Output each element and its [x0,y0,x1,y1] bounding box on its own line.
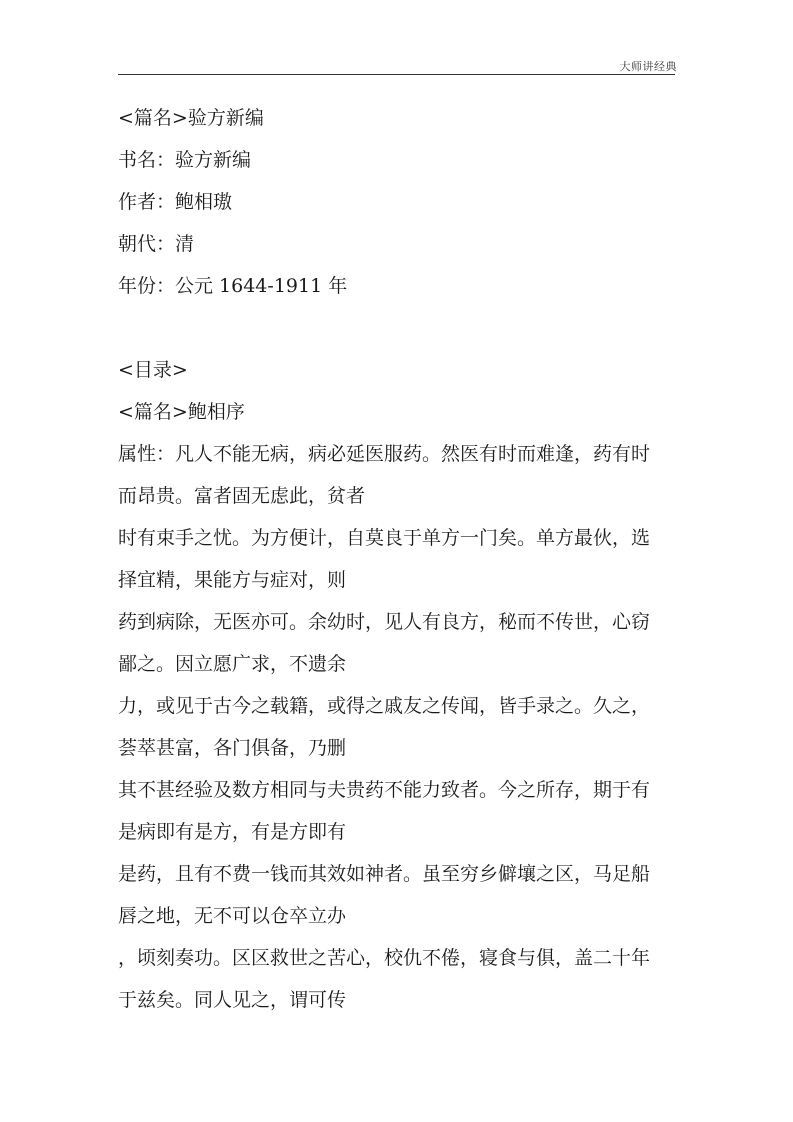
year-line: 年份：公元 1644-1911 年 [118,275,348,297]
author-line: 作者：鲍相璈 [118,191,233,213]
title-line: <篇名>验方新编 [118,107,264,129]
header-divider [118,74,675,75]
text-line: 时有束手之忧。为方便计，自莫良于单方一门矣。单方最伙，选 [118,527,651,549]
text-line: 而昂贵。富者固无虑此，贫者 [118,485,366,507]
text-line: 其不甚经验及数方相同与夫贵药不能力致者。今之所存，期于有 [118,779,651,801]
text-line: 择宜精，果能方与症对，则 [118,569,347,591]
text-line: 是病即有是方，有是方即有 [118,821,347,843]
text-line: 于兹矣。同人见之，谓可传 [118,989,347,1011]
text-line: 药到病除，无医亦可。余幼时，见人有良方，秘而不传世，心窃 [118,611,651,633]
text-line: 力，或见于古今之载籍，或得之戚友之传闻，皆手录之。久之， [118,695,651,717]
running-header: 大师讲经典 [619,60,677,73]
dynasty-line: 朝代：清 [118,233,195,255]
text-line: 是药，且有不费一钱而其效如神者。虽至穷乡僻壤之区，马足船 [118,863,651,885]
text-line: 属性：凡人不能无病，病必延医服药。然医有时而难逢，药有时 [118,443,651,465]
text-line: 荟萃甚富，各门俱备，乃删 [118,737,347,759]
chapter-title: <篇名>鲍相序 [118,401,245,423]
document-body [118,97,678,1021]
text-line: 唇之地，无不可以仓卒立办 [118,905,347,927]
toc-heading: <目录> [118,359,188,381]
blank-line [118,307,678,349]
text-line: ，顷刻奏功。区区救世之苦心，校仇不倦，寝食与俱，盖二十年 [118,947,651,969]
book-name-line: 书名：验方新编 [118,149,252,171]
text-line: 鄙之。因立愿广求，不遗余 [118,653,347,675]
